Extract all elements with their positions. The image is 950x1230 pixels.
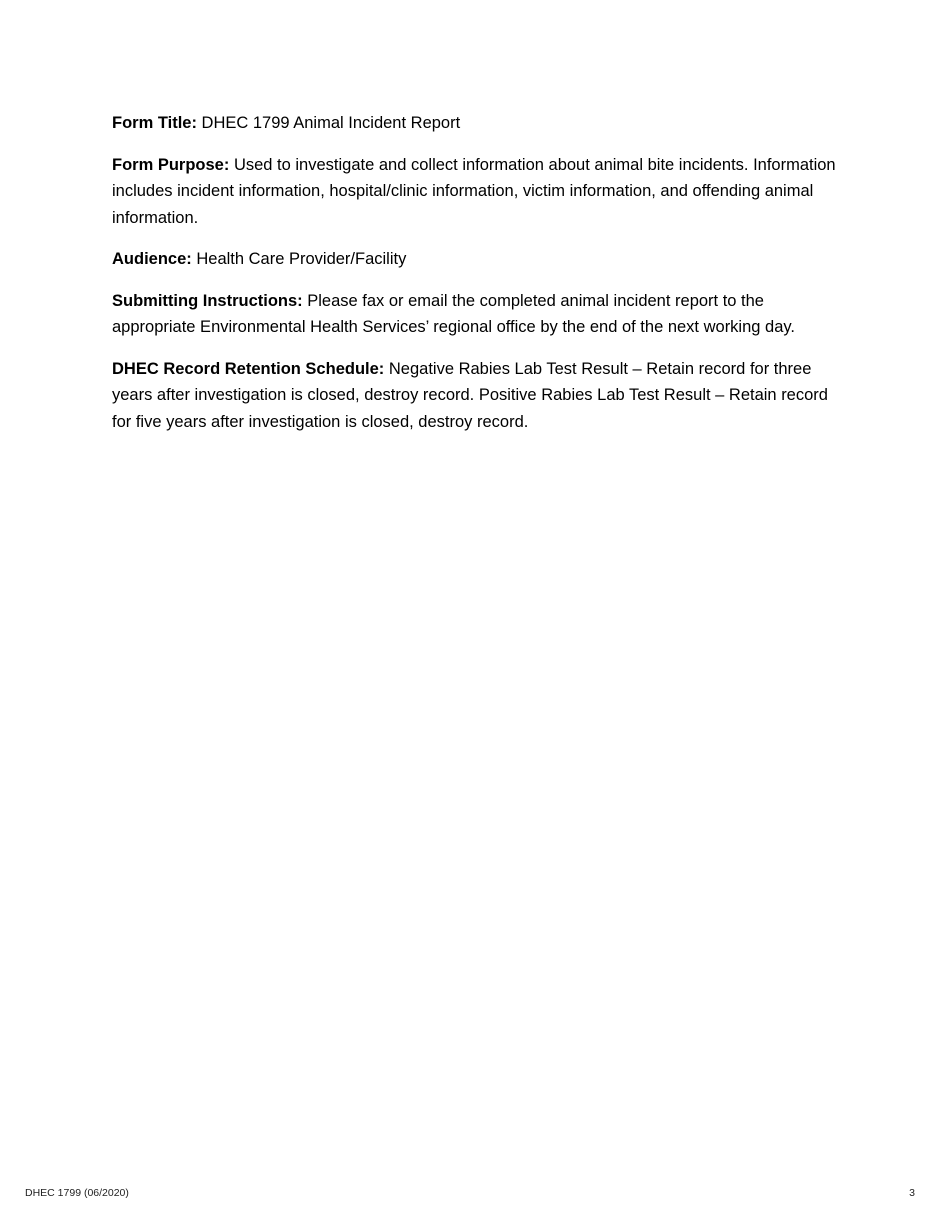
document-body: [112, 110, 842, 450]
submitting-instructions-label: Submitting Instructions:: [112, 291, 303, 310]
footer-page-number: 3: [909, 1187, 915, 1199]
form-purpose-paragraph: [112, 152, 842, 232]
form-title-value: DHEC 1799 Animal Incident Report: [196, 114, 461, 132]
form-title-paragraph: [112, 110, 842, 137]
retention-schedule-value: Negative Rabies Lab Test Result – Retain record for three years after investigation is closed, destroy record. Positive Rabies Lab Test Result – Retain record for five years after investigation is closed, destroy record.: [112, 359, 828, 431]
form-title-label: Form Title:: [112, 114, 197, 132]
footer-form-id: DHEC 1799 (06/2020): [25, 1187, 129, 1199]
audience-value: Health Care Provider/Facility: [191, 250, 407, 268]
audience-paragraph: [112, 246, 842, 273]
audience-label: Audience:: [112, 250, 192, 268]
form-purpose-label: Form Purpose:: [112, 155, 230, 174]
retention-schedule-paragraph: [112, 356, 842, 436]
submitting-instructions-value: Please fax or email the completed animal incident report to the appropriate Environmental Health Services’ regional office by the end of the next working day.: [112, 291, 796, 336]
form-purpose-value: Used to investigate and collect information about animal bite incidents. Information includes incident information, hospital/clinic information, victim information, and offending animal information.: [112, 155, 836, 227]
submitting-instructions-paragraph: [112, 288, 842, 341]
retention-schedule-label: DHEC Record Retention Schedule:: [112, 359, 385, 378]
